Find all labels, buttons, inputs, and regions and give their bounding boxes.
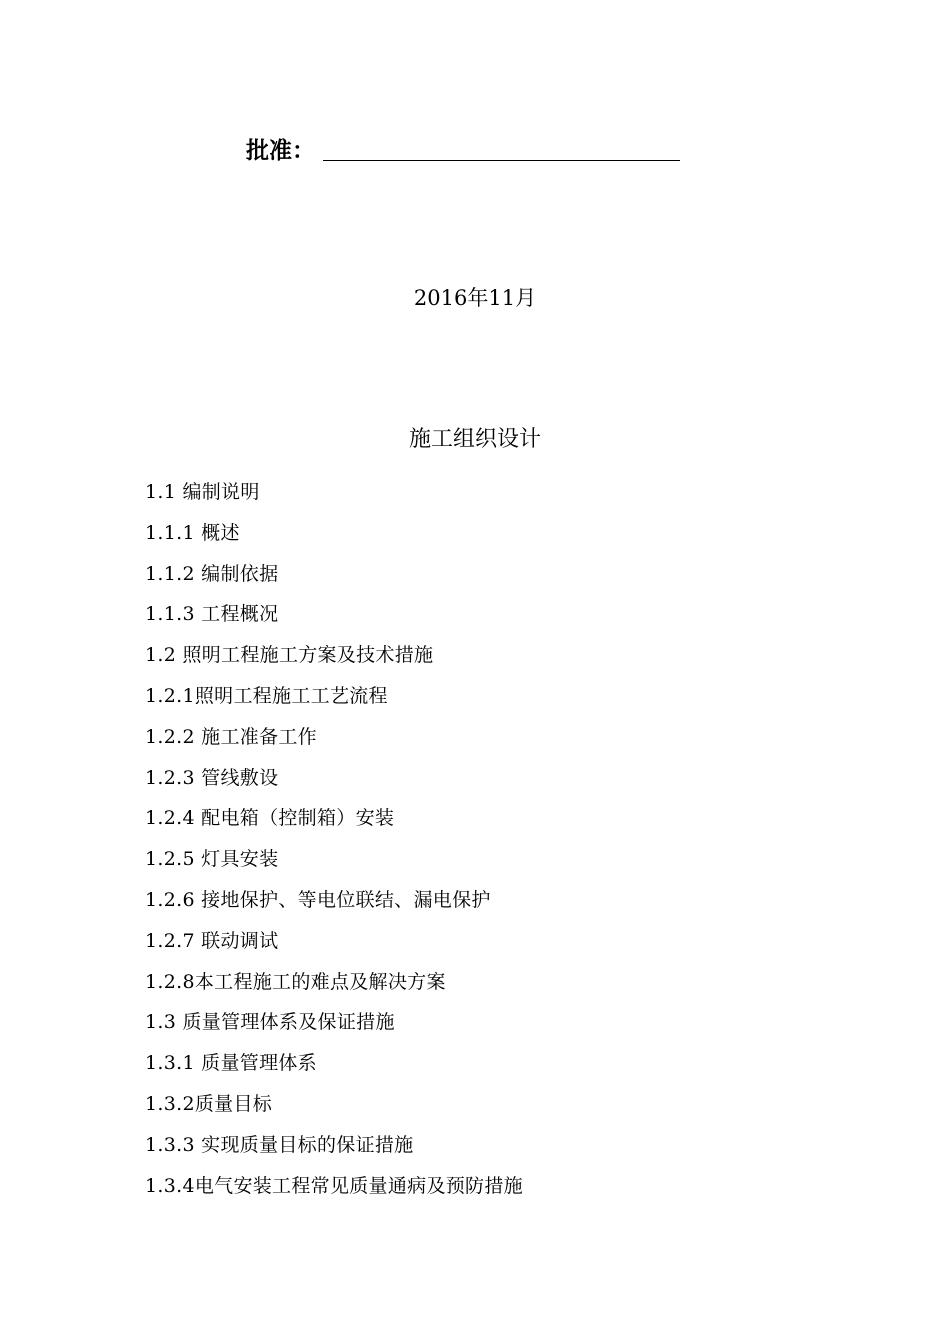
toc-item: 1.1.3 工程概况 <box>145 603 279 626</box>
document-title: 施工组织设计 <box>408 427 541 452</box>
toc-item: 1.3 质量管理体系及保证措施 <box>145 1011 395 1034</box>
approval-label: 批准： <box>246 138 315 164</box>
toc-item: 1.2.3 管线敷设 <box>145 766 279 789</box>
toc-item: 1.3.1 质量管理体系 <box>145 1052 317 1075</box>
toc-item: 1.2.8本工程施工的难点及解决方案 <box>145 970 446 993</box>
toc-item: 1.2.7 联动调试 <box>145 929 279 952</box>
toc-item: 1.2.1照明工程施工工艺流程 <box>145 684 388 707</box>
toc-item: 1.2.6 接地保护、等电位联结、漏电保护 <box>145 888 491 911</box>
table-of-contents <box>145 477 865 1211</box>
toc-item: 1.1.1 概述 <box>145 521 240 544</box>
toc-item: 1.2 照明工程施工方案及技术措施 <box>145 644 434 667</box>
toc-item: 1.3.4电气安装工程常见质量通病及预防措施 <box>145 1174 523 1197</box>
approval-row <box>246 132 315 166</box>
toc-item: 1.3.2质量目标 <box>145 1092 273 1115</box>
toc-item: 1.2.4 配电箱（控制箱）安装 <box>145 807 395 830</box>
document-date: 2016年11月 <box>413 286 537 310</box>
toc-item: 1.2.5 灯具安装 <box>145 848 279 871</box>
toc-item: 1.1.2 编制依据 <box>145 562 279 585</box>
toc-item: 1.1 编制说明 <box>145 481 260 503</box>
approval-signature-line <box>323 160 680 161</box>
toc-item: 1.2.2 施工准备工作 <box>145 725 317 748</box>
toc-item: 1.3.3 实现质量目标的保证措施 <box>145 1133 414 1156</box>
